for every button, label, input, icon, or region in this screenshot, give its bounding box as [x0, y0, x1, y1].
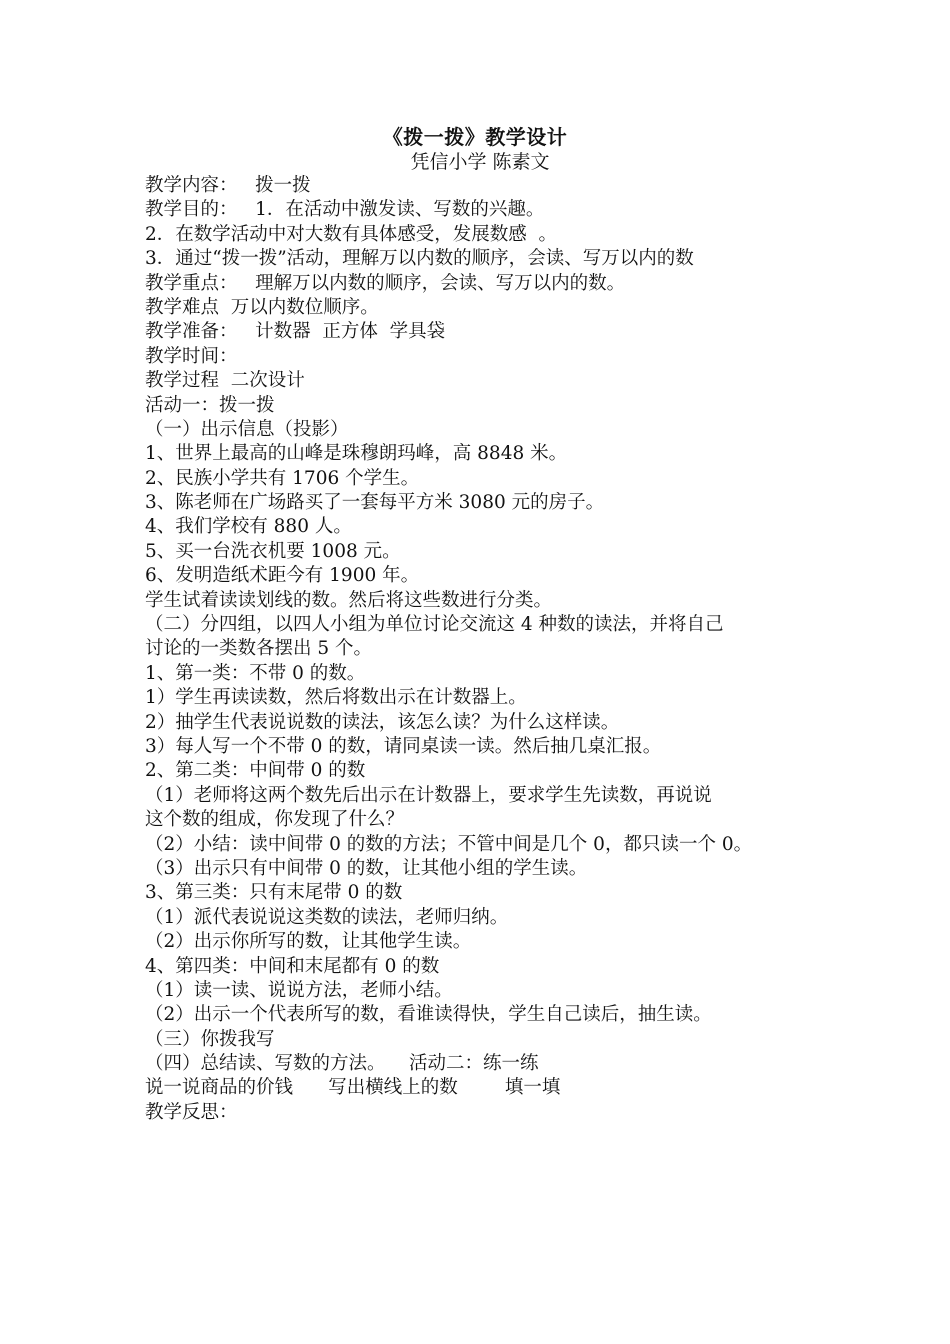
- text-line: （2）出示一个代表所写的数，看谁读得快，学生自己读后，抽生读。: [145, 1004, 712, 1026]
- text-line: 3、第三类：只有末尾带 0 的数: [145, 882, 403, 904]
- text-line: （1）派代表说说这类数的读法，老师归纳。: [145, 906, 509, 928]
- document-title: 《拨一拨》教学设计: [382, 125, 568, 149]
- text-line: （1）老师将这两个数先后出示在计数器上，要求学生先读数，再说说: [145, 784, 712, 806]
- text-line: 1、第一类：不带 0 的数。: [145, 662, 366, 684]
- text-line: 教学重点： 理解万以内数的顺序，会读、写万以内的数。: [145, 272, 626, 294]
- text-line: 1、世界上最高的山峰是珠穆朗玛峰，高 8848 米。: [145, 443, 568, 465]
- text-line: （3）出示只有中间带 0 的数，让其他小组的学生读。: [145, 857, 588, 879]
- text-line: 教学内容： 拨一拨: [145, 175, 311, 196]
- text-line: （二）分四组，以四人小组为单位讨论交流这 4 种数的读法，并将自己: [145, 614, 724, 636]
- text-line: 教学目的： 1．在活动中激发读、写数的兴趣。: [145, 199, 545, 221]
- text-line: 3）每人写一个不带 0 的数，请同桌读一读。然后抽几桌汇报。: [145, 735, 662, 757]
- text-line: 4、第四类：中间和末尾都有 0 的数: [145, 955, 440, 977]
- text-line: （四）总结读、写数的方法。 活动二：练一练: [145, 1053, 539, 1075]
- text-line: 2、第二类：中间带 0 的数: [145, 760, 366, 782]
- text-line: 3、陈老师在广场路买了一套每平方米 3080 元的房子。: [145, 492, 605, 514]
- text-line: 2）抽学生代表说说数的读法，该怎么读？为什么这样读。: [145, 711, 620, 733]
- text-line: 教学难点 万以内数位顺序。: [145, 296, 379, 318]
- text-line: （2）小结：读中间带 0 的数的方法；不管中间是几个 0，都只读一个 0。: [145, 833, 753, 855]
- text-line: 4、我们学校有 880 人。: [145, 516, 352, 538]
- text-line: （1）读一读、说说方法，老师小结。: [145, 979, 453, 1001]
- text-line: （2）出示你所写的数，让其他学生读。: [145, 931, 472, 953]
- document-author: 凭信小学 陈素文: [410, 151, 550, 173]
- text-line: 说一说商品的价钱 写出横线上的数 填一填: [145, 1077, 561, 1099]
- text-line: 教学时间：: [145, 345, 238, 367]
- text-line: （一）出示信息（投影）: [145, 418, 349, 440]
- text-line: 学生试着读读划线的数。然后将这些数进行分类。: [145, 589, 553, 611]
- text-line: 1）学生再读读数，然后将数出示在计数器上。: [145, 687, 527, 709]
- text-line: 教学准备： 计数器 正方体 学具袋: [145, 321, 446, 343]
- text-line: 这个数的组成，你发现了什么？: [145, 809, 405, 831]
- text-line: 活动一：拨一拨: [145, 394, 275, 416]
- text-line: 3．通过“拨一拨”活动，理解万以内数的顺序，会读、写万以内的数: [145, 248, 694, 270]
- text-line: 教学反思：: [145, 1101, 238, 1123]
- document-body: [145, 174, 815, 1125]
- text-line: （三）你拨我写: [145, 1028, 275, 1050]
- text-line: 教学过程 二次设计: [145, 370, 305, 392]
- text-line: 讨论的一类数各摆出 5 个。: [145, 638, 373, 660]
- text-line: 2．在数学活动中对大数有具体感受，发展数感 。: [145, 223, 558, 245]
- text-line: 6、发明造纸术距今有 1900 年。: [145, 565, 420, 587]
- text-line: 2、民族小学共有 1706 个学生。: [145, 467, 420, 489]
- text-line: 5、买一台洗衣机要 1008 元。: [145, 540, 401, 562]
